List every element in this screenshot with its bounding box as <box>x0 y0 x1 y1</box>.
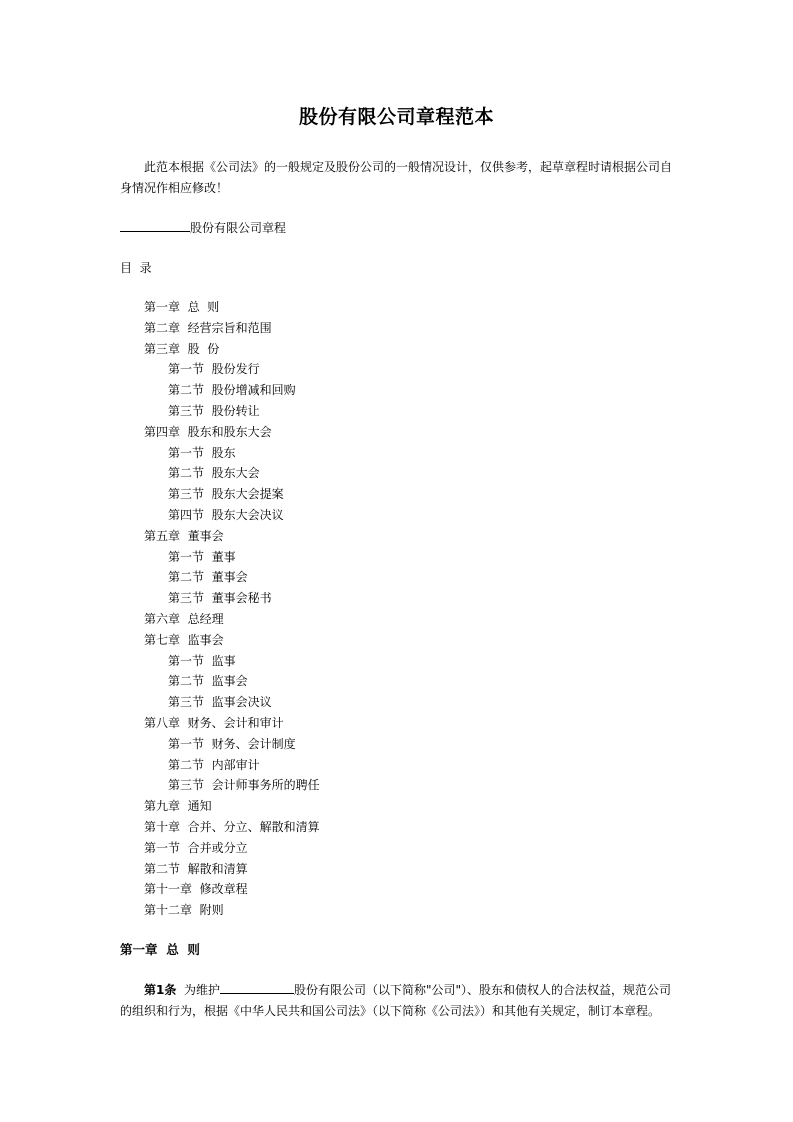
toc-chapter-item: 第三章 股 份 <box>144 341 220 356</box>
toc-chapter-item: 第五章 董事会 <box>144 528 224 543</box>
toc-section-item: 第二节 内部审计 <box>168 757 260 772</box>
company-name-blank <box>120 218 190 232</box>
toc-section-item: 第二节 监事会 <box>168 674 248 689</box>
toc-chapter-item: 第九章 通知 <box>144 799 212 814</box>
toc-section-item: 第一节 董事 <box>168 549 236 564</box>
toc-chapter-item: 第二章 经营宗旨和范围 <box>144 320 272 335</box>
toc-section-item: 第一节 股东 <box>168 445 236 460</box>
article-paragraph <box>120 980 676 1022</box>
toc-chapter-item: 第四章 股东和股东大会 <box>144 424 272 439</box>
table-of-contents <box>0 297 320 921</box>
toc-chapter-item: 第八章 财务、会计和审计 <box>144 715 284 730</box>
company-name-suffix: 股份有限公司章程 <box>190 221 287 235</box>
toc-chapter-item: 第二节 解散和清算 <box>144 861 248 876</box>
chapter-heading: 第一章 总 则 <box>120 942 200 957</box>
intro-paragraph: 此范本根据《公司法》的一般规定及股份公司的一般情况设计，仅供参考，起草章程时请根据公司自身情况作相应修改！ <box>120 160 673 195</box>
toc-chapter-item: 第十二章 附则 <box>144 903 224 918</box>
toc-chapter-item: 第六章 总经理 <box>144 611 224 626</box>
toc-heading: 目 录 <box>120 261 152 275</box>
article-text-before: 为维护 <box>176 983 220 997</box>
toc-chapter-item: 第一节 合并或分立 <box>144 840 248 855</box>
toc-section-item: 第一节 财务、会计制度 <box>168 736 296 751</box>
toc-section-item: 第三节 董事会秘书 <box>168 591 272 606</box>
company-name-line <box>120 218 286 237</box>
toc-section-item: 第三节 会计师事务所的聘任 <box>168 778 320 793</box>
toc-section-item: 第三节 股份转让 <box>168 403 260 418</box>
toc-chapter-item: 第七章 监事会 <box>144 632 224 647</box>
toc-section-item: 第三节 监事会决议 <box>168 695 272 710</box>
toc-section-item: 第二节 股份增减和回购 <box>168 383 296 398</box>
toc-section-item: 第二节 董事会 <box>168 570 248 585</box>
article-number: 第1条 <box>144 983 177 997</box>
toc-section-item: 第四节 股东大会决议 <box>168 507 284 522</box>
toc-section-item: 第一节 股份发行 <box>168 362 260 377</box>
toc-section-item: 第三节 股东大会提案 <box>168 487 284 502</box>
article-company-blank <box>220 980 294 994</box>
document-title: 股份有限公司章程范本 <box>298 106 494 128</box>
article-text-after: 股份有限公司（以下简称"公司"）、股东和债权人的合法权益，规范公司的组织和行为，根据《中华人民共和国公司法》（以下简称《公司法》）和其他有关规定，制订本章程。 <box>120 983 672 1018</box>
toc-section-item: 第一节 监事 <box>168 653 236 668</box>
toc-section-item: 第二节 股东大会 <box>168 466 260 481</box>
toc-chapter-item: 第十章 合并、分立、解散和清算 <box>144 819 320 834</box>
toc-chapter-item: 第一章 总 则 <box>144 300 220 314</box>
toc-chapter-item: 第十一章 修改章程 <box>144 882 248 897</box>
